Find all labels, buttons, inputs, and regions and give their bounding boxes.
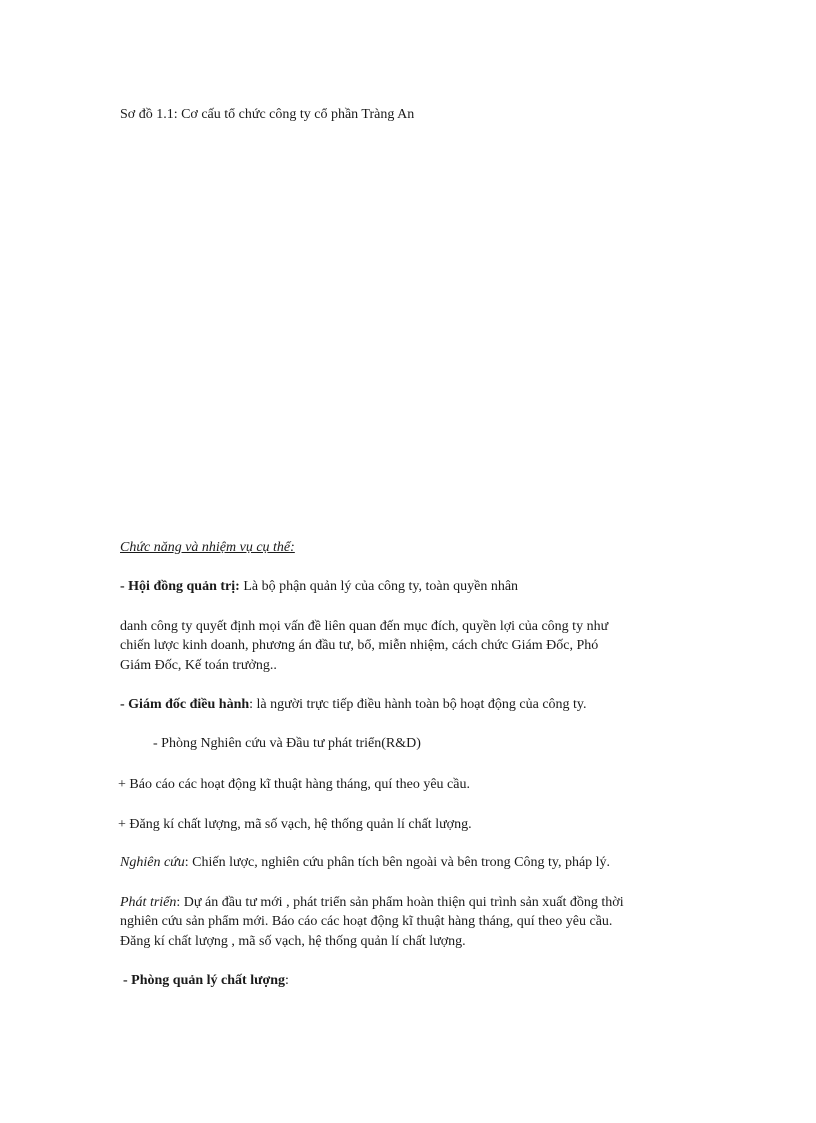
hdqt-paragraph [120, 577, 518, 596]
diagram-caption: Sơ đồ 1.1: Cơ cấu tổ chức công ty cổ phần Tràng An [120, 107, 415, 122]
hdqt-cont-line-3: Giám Đốc, Kế toán trưởng.. [120, 658, 277, 673]
develop-label: Phát triển [120, 895, 177, 910]
research-paragraph [120, 853, 610, 872]
gd-paragraph [120, 695, 587, 714]
hdqt-text: Là bộ phận quản lý của công ty, toàn quyền nhân [239, 579, 519, 594]
hdqt-cont-line-1: danh công ty quyết định mọi vấn đề liên quan đến mục đích, quyền lợi của công ty như [120, 619, 609, 634]
gd-label: - Giám đốc điều hành [120, 697, 250, 712]
qa-text: : [285, 973, 289, 988]
develop-text: : Dự án đầu tư mới , phát triển sản phẩm hoàn thiện qui trình sản xuất đồng thời [176, 895, 624, 910]
qa-label: - Phòng quản lý chất lượng [123, 973, 286, 988]
section-heading: Chức năng và nhiệm vụ cụ thể: [120, 540, 295, 555]
gd-text: : là người trực tiếp điều hành toàn bộ hoạt động của công ty. [249, 697, 587, 712]
plus-item-1: + Báo cáo các hoạt động kĩ thuật hàng tháng, quí theo yêu cầu. [118, 777, 470, 792]
research-text: : Chiến lược, nghiên cứu phân tích bên ngoài và bên trong Công ty, pháp lý. [184, 855, 611, 870]
hdqt-cont-line-2: chiến lược kinh doanh, phương án đầu tư, bổ, miễn nhiệm, cách chức Giám Đốc, Phó [120, 638, 599, 653]
develop-cont-line-2: Đăng kí chất lượng , mã số vạch, hệ thống quản lí chất lượng. [120, 934, 466, 949]
plus-item-2: + Đăng kí chất lượng, mã số vạch, hệ thống quản lí chất lượng. [118, 817, 472, 832]
develop-cont-line-1: nghiên cứu sản phẩm mới. Báo cáo các hoạt động kĩ thuật hàng tháng, quí theo yêu cầu. [120, 914, 613, 929]
rd-title: - Phòng Nghiên cứu và Đầu tư phát triển(R&D) [153, 736, 421, 751]
qa-paragraph [123, 971, 289, 990]
hdqt-label: - Hội đồng quản trị: [120, 579, 240, 594]
research-label: Nghiên cứu [120, 855, 185, 870]
develop-paragraph [120, 893, 624, 912]
